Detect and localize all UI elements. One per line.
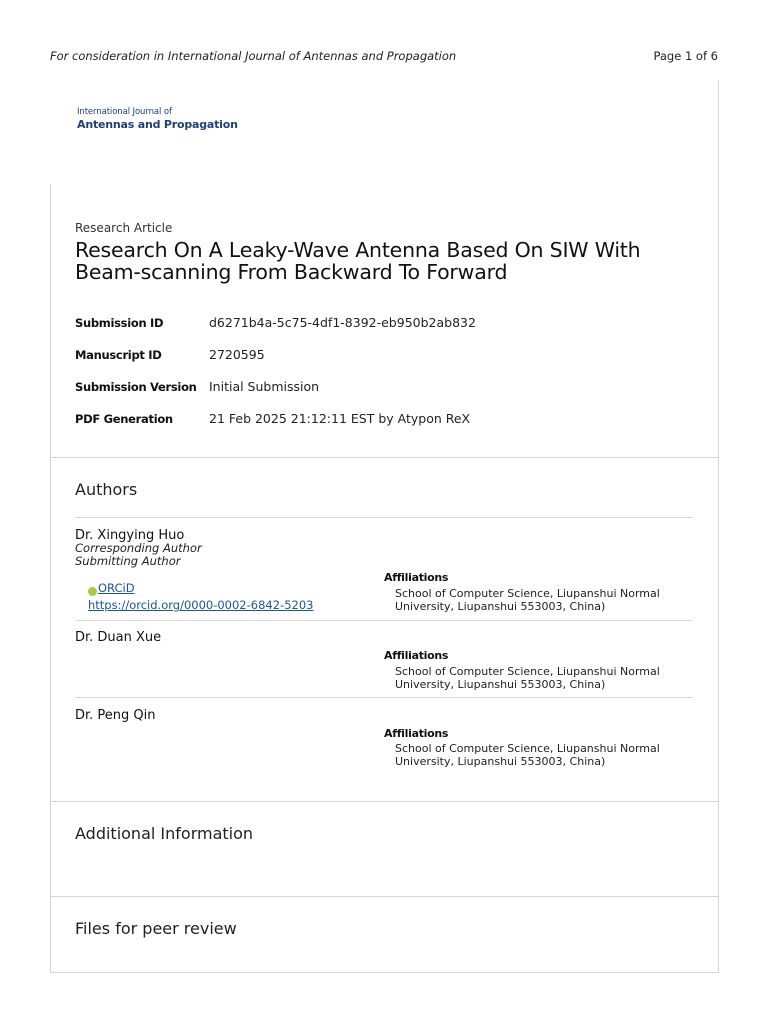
authors-heading: Authors [75, 480, 138, 499]
page-indicator: Page 1 of 6 [653, 49, 718, 63]
files-heading: Files for peer review [75, 919, 237, 938]
author-role-submitting: Submitting Author [75, 554, 181, 568]
affiliations-label: Affiliations [384, 649, 449, 662]
affiliation-text: School of Computer Science, Liupanshui Normal University, Liupanshui 553003, China) [395, 587, 660, 613]
affiliations-label: Affiliations [384, 571, 449, 584]
author-role-corresponding: Corresponding Author [75, 541, 202, 555]
article-title: Research On A Leaky-Wave Antenna Based On SIW With Beam-scanning From Backward To Forward [75, 238, 641, 284]
author-name: Dr. Xingying Huo [75, 528, 185, 543]
page-frame-left [50, 184, 51, 973]
page-frame-right [718, 80, 719, 973]
author-separator [75, 517, 693, 518]
orcid-link-label[interactable]: ORCiD [98, 581, 135, 595]
journal-note: For consideration in International Journal of Antennas and Propagation [50, 49, 457, 63]
meta-value: 21 Feb 2025 21:12:11 EST by Atypon ReX [209, 411, 471, 426]
additional-info-heading: Additional Information [75, 824, 254, 843]
article-type: Research Article [75, 221, 173, 235]
logo-line1: International Journal of [77, 107, 172, 117]
meta-value: 2720595 [209, 347, 265, 362]
section-divider [50, 801, 719, 802]
author-name: Dr. Duan Xue [75, 630, 162, 645]
meta-label: Submission ID [75, 316, 164, 330]
affiliation-text: School of Computer Science, Liupanshui Normal University, Liupanshui 553003, China) [395, 742, 660, 768]
journal-logo [77, 108, 238, 130]
author-separator [75, 697, 693, 698]
affiliation-text: School of Computer Science, Liupanshui Normal University, Liupanshui 553003, China) [395, 665, 660, 691]
meta-label: Submission Version [75, 380, 197, 394]
meta-value: Initial Submission [209, 379, 320, 394]
author-separator [75, 620, 693, 621]
orcid-url-link[interactable]: https://orcid.org/0000-0002-6842-5203 [88, 598, 314, 612]
section-divider [50, 896, 719, 897]
author-name: Dr. Peng Qin [75, 708, 156, 723]
meta-value: d6271b4a-5c75-4df1-8392-eb950b2ab832 [209, 315, 476, 330]
affiliations-label: Affiliations [384, 727, 449, 740]
meta-label: Manuscript ID [75, 348, 162, 362]
orcid-icon [88, 587, 97, 596]
meta-label: PDF Generation [75, 412, 173, 426]
section-divider-bottom [50, 972, 719, 973]
logo-line2: Antennas and Propagation [77, 117, 238, 131]
section-divider [50, 457, 719, 458]
